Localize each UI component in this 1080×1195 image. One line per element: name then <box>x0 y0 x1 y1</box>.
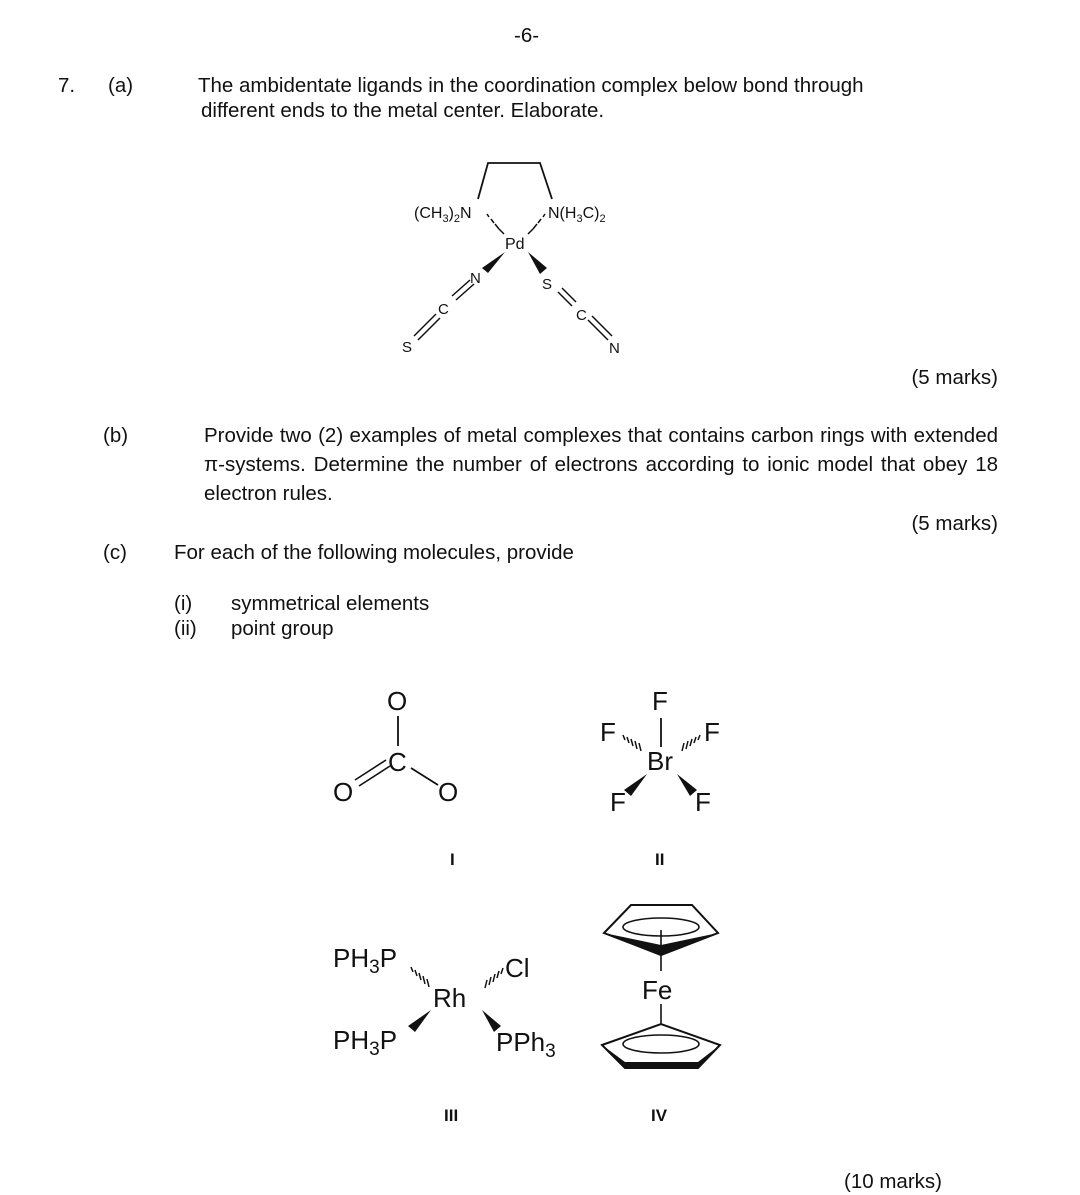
bond-c-o-left-double <box>355 760 386 780</box>
left-n-atom: N <box>470 270 481 287</box>
atom-f: F <box>704 717 720 747</box>
molecule-ferrocene <box>602 905 720 1068</box>
right-s-atom: S <box>542 276 553 293</box>
wedge-bond-br-f-right <box>677 774 697 796</box>
part-a-marks: (5 marks) <box>911 366 998 389</box>
atom-cl: Cl <box>505 953 530 983</box>
molecule-label-ii: II <box>655 850 665 869</box>
part-c-intro: For each of the following molecules, provide <box>174 541 574 564</box>
wedge-bond-br-f-left <box>624 774 647 796</box>
left-s-atom: S <box>402 339 413 356</box>
molecule-label-iii: III <box>444 1106 459 1125</box>
atom-f: F <box>610 787 626 817</box>
atom-o: O <box>333 777 354 807</box>
bond-c-o-right <box>411 768 438 785</box>
molecule-wilkinson <box>333 943 556 1062</box>
hashed-bond-rh-p-left <box>411 967 429 987</box>
wedge-bond-rh-p-bottom-left <box>408 1010 431 1032</box>
question-number: 7. <box>58 74 76 97</box>
part-b-text: Provide two (2) examples of metal complexes that contains carbon rings with extended π-systems. Determine the number of electrons according to ionic model that obey 18 electron rules. <box>204 424 998 505</box>
page-number: -6- <box>514 24 540 47</box>
atom-f: F <box>695 787 711 817</box>
part-c-marks: (10 marks) <box>844 1170 942 1193</box>
part-c-item-text: symmetrical elements <box>231 592 430 615</box>
left-amine-label: $(CH_3)_2N$ <box>414 205 472 225</box>
atom-o: O <box>387 686 408 716</box>
atom-rh: Rh <box>433 983 467 1013</box>
hashed-bond-rh-cl <box>485 968 503 988</box>
atom-br: Br <box>647 746 673 776</box>
atom-o: O <box>438 777 459 807</box>
ligand-pph3-top-left: $PH_3P$ <box>333 943 398 978</box>
right-amine-label: $N(H_3C)_2$ <box>548 205 606 225</box>
part-b-label: (b) <box>103 424 129 447</box>
part-a-text-line2: different ends to the metal center. Elaborate. <box>201 99 605 122</box>
part-c-item-num: (i) <box>174 592 193 615</box>
left-c-atom: C <box>438 301 449 318</box>
bond-c-o-left-double-2 <box>359 766 390 786</box>
ligand-pph3-bottom-left: $PH_3P$ <box>333 1025 398 1060</box>
part-a-text-line1: The ambidentate ligands in the coordination complex below bond through <box>198 74 864 97</box>
molecule-brf5 <box>600 686 720 817</box>
metal-pd-label: Pd <box>505 236 525 253</box>
hashed-bond-br-f-right <box>682 735 700 751</box>
molecule-carbonate <box>333 686 458 807</box>
atom-f: F <box>652 686 668 716</box>
molecule-label-iv: IV <box>651 1106 668 1125</box>
part-c-item-text: point group <box>231 617 334 640</box>
part-c-label: (c) <box>103 541 127 564</box>
atom-c: C <box>388 747 407 777</box>
hashed-bond-br-f-left <box>623 735 641 751</box>
molecule-label-i: I <box>450 850 455 869</box>
atom-fe: Fe <box>642 975 673 1005</box>
part-b-marks: (5 marks) <box>911 512 998 535</box>
atom-f: F <box>600 717 616 747</box>
ligand-pph3-bottom-right: PPh$_3$ <box>496 1027 556 1062</box>
part-a-label: (a) <box>108 74 134 97</box>
right-c-atom: C <box>576 307 587 324</box>
part-c-item-num: (ii) <box>174 617 197 640</box>
right-n-atom: N <box>609 340 620 357</box>
